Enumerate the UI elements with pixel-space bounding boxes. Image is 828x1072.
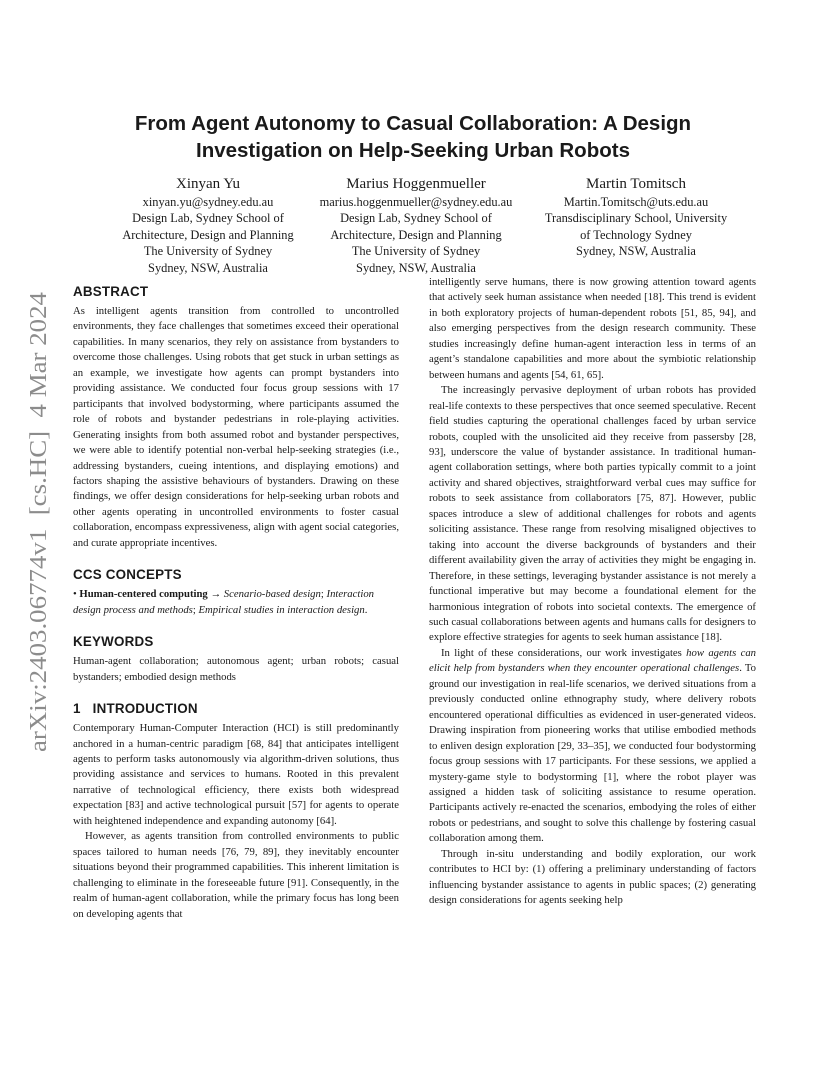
ccs-category: Human-centered computing <box>79 588 208 601</box>
section-number: 1 <box>73 701 81 717</box>
introduction-heading <box>73 700 399 717</box>
author-affiliation-line: Architecture, Design and Planning <box>122 227 294 242</box>
author-affiliation-line: Sydney, NSW, Australia <box>576 244 696 259</box>
author-block-2 <box>307 174 525 276</box>
author-affiliation-line: Design Lab, Sydney School of <box>340 211 492 226</box>
author-block-3 <box>530 174 742 260</box>
arxiv-stamp-text: arXiv:2403.06774v1 [cs.HC] 4 Mar 2024 <box>25 332 52 752</box>
section-title: INTRODUCTION <box>92 701 198 717</box>
abstract-section <box>73 283 399 551</box>
author-block-1 <box>103 174 313 276</box>
author-affiliation-line: Design Lab, Sydney School of <box>132 211 284 226</box>
ccs-concept: Interaction design process and methods <box>73 588 375 616</box>
author-affiliation-line: The University of Sydney <box>351 244 481 259</box>
author-name: Marius Hoggenmueller <box>346 176 486 192</box>
title-line-2: Investigation on Help-Seeking Urban Robots <box>196 139 630 162</box>
title-line-1: From Agent Autonomy to Casual Collaboration: A Design <box>134 112 692 135</box>
author-affiliation-line: Transdisciplinary School, University <box>544 211 728 226</box>
ccs-text <box>73 587 399 618</box>
author-email: Martin.Tomitsch@uts.edu.au <box>563 195 709 209</box>
right-paragraph-2: The increasingly pervasive deployment of urban robots has provided real-life contexts to these perspectives that once seemed speculative. Recent field studies capturing the operational challenges faced by urban service robots, coupled with the unsolicited aid they receive from passersby [28, 93], underscore the value of bystander assistance. In traditional human-agent collaboration settings, where both parties typically commit to a joint activity and shared objectives, straightforward verbal cues may suffice for robots to seek assistance from collaborators [75, 87]. However, public spaces introduce a slew of additional challenges for robots and agents soliciting assistance. These range from resolving misaligned objectives to taking into account the diverse backgrounds of bystanders and their different availability given the array of activities they might be engaging in. Therefore, in these settings, leveraging bystander assistance is not merely a functional imperative but may become a foundational element for the harmonious integration of robots into societal contexts. The emergence of such casual collaborations between agents and humans calls for designers to explore effective strategies for agents to seek human assistance [18]. <box>429 384 756 644</box>
intro-paragraph-1: Contemporary Human-Computer Interaction (HCI) is still predominantly anchored in a human-centric paradigm [68, 84] that anticipates intelligent agents to perform tasks autonomously via algorithm-driven solutions, thus providing assistance and services to humans. Rooted in this prevalent narrative of technological efficiency, there exists both widespread expectation [83] and active technological pursuit [57] for agents to operate with heightened independence and expanding autonomy [64]. <box>73 722 399 827</box>
paragraph-text: . To ground our investigation in real-life scenarios, we derived situations from a previously conducted online ethnography study, where delivery robots encountered operational difficulties as evidenced in user-generated videos. Drawing inspiration from pioneering works that utilise embodied methods to enliven design exploration [29, 33–35], we conducted four bodystorming focus group sessions with 17 participants. For these sessions, we applied a mystery-game style to bodystorming [1], where the robot player was assigned a hidden task of soliciting assistance to resume operation. Participants actively re-enacted the scenarios, embodying the roles of either robots or pedestrians, and sought to solve this challenge by fostering casual collaboration among them. <box>429 662 756 845</box>
author-name: Martin Tomitsch <box>586 176 686 192</box>
abstract-heading: ABSTRACT <box>73 284 149 299</box>
introduction-section <box>73 700 399 922</box>
ccs-concept: Scenario-based design <box>223 588 321 601</box>
keywords-text: Human-agent collaboration; autonomous agent; urban robots; casual bystanders; embodied design methods <box>73 655 399 683</box>
right-column <box>429 275 756 909</box>
ccs-separator: ; <box>320 588 327 601</box>
arxiv-stamp <box>22 288 52 756</box>
keywords-section <box>73 633 399 685</box>
author-email: xinyan.yu@sydney.edu.au <box>142 195 274 209</box>
ccs-concepts-section <box>73 566 399 618</box>
left-column <box>73 283 399 922</box>
author-affiliation-line: of Technology Sydney <box>580 227 692 242</box>
ccs-heading: CCS CONCEPTS <box>73 567 182 583</box>
paragraph-text: In light of these considerations, our work investigates <box>441 646 687 659</box>
intro-paragraph-2: However, as agents transition from controlled environments to public spaces tailored to human needs [76, 79, 89], they inevitably encounter situations beyond their programmed capabilities. This inherent limitation is challenging to eliminate in the foreseeable future [91]. Consequently, in the realm of human-agent collaboration, while the primary focus has long been on developing agents that <box>73 830 399 920</box>
ccs-period: . <box>364 603 368 616</box>
paper-title <box>70 110 756 164</box>
right-paragraph-4: Through in-situ understanding and bodily exploration, our work contributes to HCI by: (1) offering a preliminary understanding of factors influencing bystander assistance to agents in public spaces; (2) generating design considerations for agents seeking help <box>429 847 756 907</box>
ccs-concept: Empirical studies in interaction design <box>198 603 365 616</box>
author-email: marius.hoggenmueller@sydney.edu.au <box>319 195 513 209</box>
author-affiliation-line: Sydney, NSW, Australia <box>148 260 268 275</box>
author-affiliation-line: Sydney, NSW, Australia <box>356 260 476 275</box>
abstract-text: As intelligent agents transition from controlled to uncontrolled environments, they face challenges that sometimes exceed their operational capabilities. In many scenarios, they rely on assistance from bystanders to overcome those challenges. Using robots that get stuck in urban settings as an example, we investigate how agents can prompt bystanders into providing assistance. We conducted four focus group sessions with 17 participants that involved bodystorming, where participants assumed the role of robots and bystander pedestrians in role-playing activities. Generating insights from both assumed robot and bystander perspectives, we were able to identify potential non-verbal help-seeking strategies (i.e., addressing bystanders, cueing intentions, and displaying emotions) and factors shaping the assistive behaviours of bystanders. Drawing on these findings, we offer design considerations for help-seeking urban robots and other agents operating in uncontrolled environments to foster casual collaboration, encompass expressiveness, align with agent social categories, and curate appropriate incentives. <box>73 305 399 549</box>
author-name: Xinyan Yu <box>175 176 241 192</box>
right-paragraph-3 <box>429 646 756 847</box>
ccs-bullet: • <box>73 588 77 601</box>
author-affiliation-line: The University of Sydney <box>143 244 273 259</box>
ccs-arrow: → <box>207 588 224 601</box>
research-question: how agents can elicit help from bystanders when they encounter operational challenges <box>429 646 757 675</box>
ccs-separator: ; <box>192 603 199 616</box>
author-affiliation-line: Architecture, Design and Planning <box>330 227 502 242</box>
keywords-heading: KEYWORDS <box>73 634 154 650</box>
right-paragraph-1: intelligently serve humans, there is now growing attention toward agents that actively seek human assistance when needed [18]. This trend is evident in both exploratory projects of human-dependent robots [51, 85, 94], and also emerging perspectives from the design research community. These studies increasingly define human-agent interaction less in terms of an agent’s standalone capabilities and more about the symbiotic relationship between humans and agents [54, 61, 65]. <box>429 276 756 381</box>
